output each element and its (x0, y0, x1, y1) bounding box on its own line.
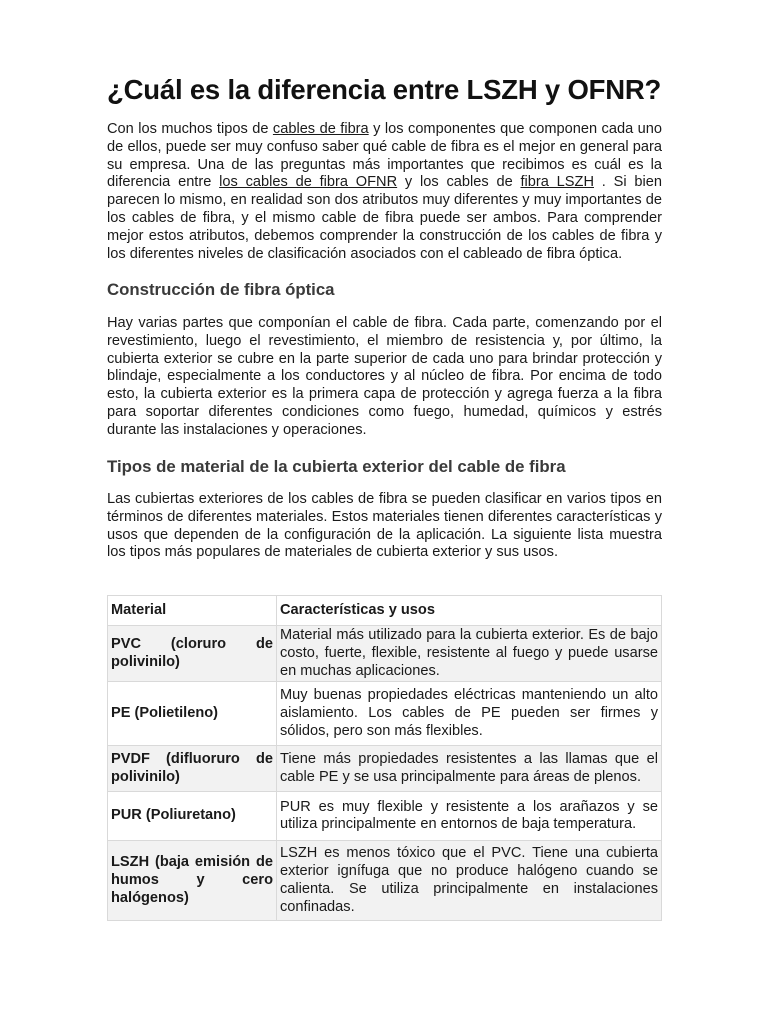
table-row (108, 792, 662, 841)
table-cell-material: LSZH (baja emisión de humos y cero halógenos) (108, 841, 277, 921)
table-cell-material: PVDF (difluoruro de polivinilo) (108, 746, 277, 792)
link-cables-fibra-ofnr[interactable]: los cables de fibra OFNR (219, 174, 398, 191)
intro-paragraph (107, 121, 662, 263)
table-row (108, 841, 662, 921)
table-header-row (108, 596, 662, 626)
page-title: ¿Cuál es la diferencia entre LSZH y OFNR? (107, 74, 662, 105)
section-paragraph-tipos-material: Las cubiertas exteriores de los cables de fibra se pueden clasificar en varios tipos en términos de diferentes materiales. Estos materiales tienen diferentes características y usos que dependen de la configuración de la aplicación. La siguiente lista muestra los tipos más populares de materiales de cubierta exterior y sus usos. (107, 491, 662, 561)
link-fibra-lszh[interactable]: fibra LSZH (520, 174, 594, 191)
table-header-material: Material (108, 596, 277, 626)
intro-text-3: y los cables de (397, 174, 521, 191)
intro-text-4: . Si bien parecen lo mismo, en realidad son dos atributos muy diferentes y muy importantes de los cables de fibra, y el mismo cable de fibra puede ser ambos. Para comprender mejor estos atributos, debemos comprender la construcción de los cables de fibra y los diferentes niveles de clasificación asociados con el cableado de fibra óptica. (107, 174, 663, 262)
intro-text-1: Con los muchos tipos de (107, 121, 273, 137)
table-cell-material: PVC (cloruro de polivinilo) (108, 626, 277, 682)
table-cell-description: PUR es muy flexible y resistente a los arañazos y se utiliza principalmente en entornos de baja temperatura. (277, 792, 662, 841)
table-cell-description: LSZH es menos tóxico que el PVC. Tiene una cubierta exterior ignífuga que no produce halógeno cuando se calienta. Se utiliza principalmente en instalaciones confinadas. (277, 841, 662, 921)
table-row (108, 746, 662, 792)
table-header-caracteristicas: Características y usos (277, 596, 662, 626)
table-cell-description: Muy buenas propiedades eléctricas manteniendo un alto aislamiento. Los cables de PE pueden ser firmes y sólidos, pero son más flexibles. (277, 682, 662, 746)
materials-table (107, 595, 662, 921)
table-cell-description: Tiene más propiedades resistentes a las llamas que el cable PE y se usa principalmente para áreas de plenos. (277, 746, 662, 792)
section-paragraph-construccion: Hay varias partes que componían el cable de fibra. Cada parte, comenzando por el revestimiento, luego el revestimiento, el miembro de resistencia y, por último, la cubierta exterior se cubre en la parte superior de cada uno para brindar protección y blindaje, especialmente a los conductores y al núcleo de fibra. Por encima de todo esto, la cubierta exterior es la primera capa de protección y agrega fuerza a la fibra para soportar diferentes condiciones como fuego, humedad, químicos y estrés durante las instalaciones y operaciones. (107, 315, 662, 438)
section-heading-construccion: Construcción de fibra óptica (107, 280, 335, 299)
table-row (108, 682, 662, 746)
table-cell-description: Material más utilizado para la cubierta exterior. Es de bajo costo, fuerte, flexible, resistente al fuego y puede usarse en muchas aplicaciones. (277, 626, 662, 682)
table-cell-material: PUR (Poliuretano) (108, 792, 277, 841)
section-heading-tipos-material: Tipos de material de la cubierta exterior del cable de fibra (107, 457, 566, 476)
link-cables-de-fibra[interactable]: cables de fibra (272, 121, 369, 137)
table-cell-material: PE (Polietileno) (108, 682, 277, 746)
table-row (108, 626, 662, 682)
intro-text-2: y los componentes que componen cada uno de ellos, puede ser muy confuso saber qué cable de fibra es el mejor en general para su empresa. Una de las preguntas más importantes que recibimos es cuál es la diferencia entre (107, 121, 663, 191)
